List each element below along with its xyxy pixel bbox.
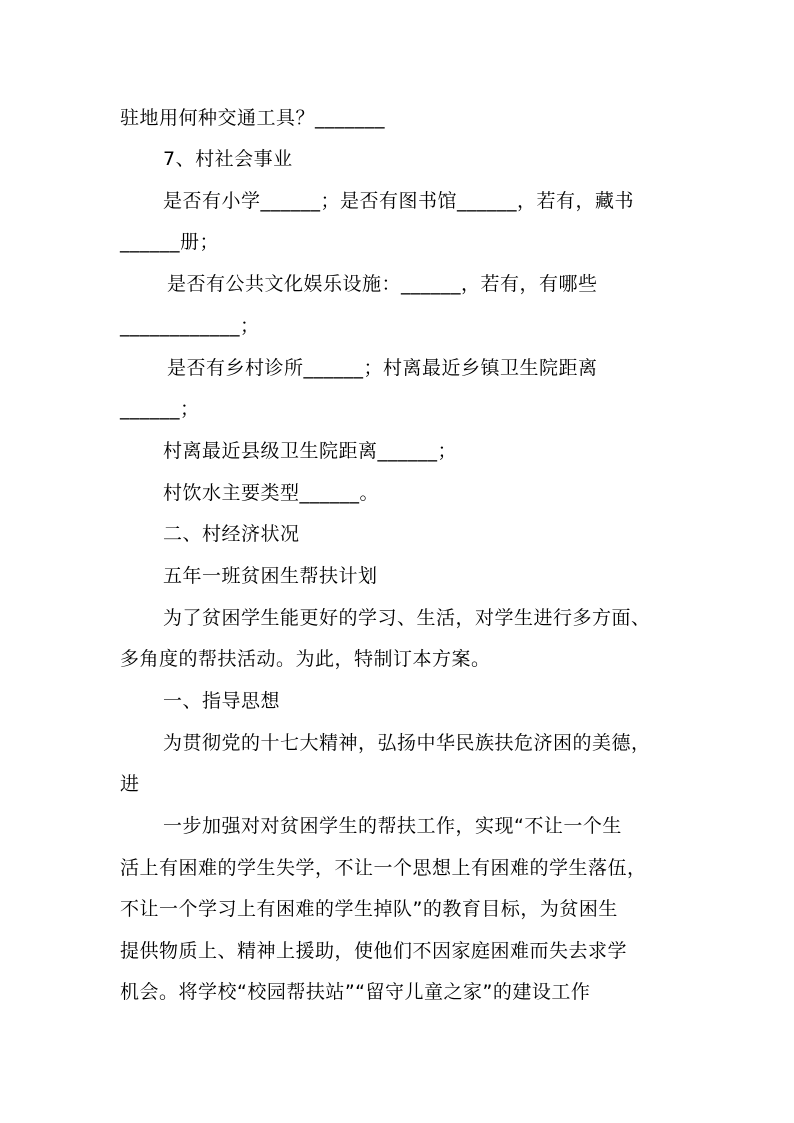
paragraph-line: 进 bbox=[120, 773, 140, 795]
text-line: 村离最近县级卫生院距离______； bbox=[163, 440, 458, 462]
text-line: ______； bbox=[120, 398, 200, 420]
text-line: 村饮水主要类型______。 bbox=[163, 482, 380, 504]
paragraph-line: 不让一个学习上有困难的学生掉队”的教育目标，为贫困生 bbox=[120, 898, 618, 920]
paragraph-line: 提供物质上、精神上援助，使他们不因家庭困难而失去求学 bbox=[120, 940, 628, 962]
text-line: 是否有公共文化娱乐设施：______，若有，有哪些 bbox=[167, 273, 598, 295]
paragraph-line: 为贯彻党的十七大精神，弘扬中华民族扶危济困的美德， bbox=[163, 732, 651, 754]
section-heading: 7、村社会事业 bbox=[163, 148, 293, 170]
paragraph-line: 一步加强对对贫困学生的帮扶工作，实现“不让一个生 bbox=[163, 815, 622, 837]
text-line: 驻地用何种交通工具？_______ bbox=[120, 107, 386, 129]
paragraph-line: 机会。将学校“校园帮扶站”“留守儿童之家”的建设工作 bbox=[120, 981, 591, 1003]
section-heading: 一、指导思想 bbox=[163, 690, 281, 712]
paragraph-line: 活上有困难的学生失学，不让一个思想上有困难的学生落伍， bbox=[120, 857, 647, 879]
section-heading: 二、村经济状况 bbox=[163, 523, 300, 545]
paragraph-line: 为了贫困学生能更好的学习、生活，对学生进行多方面、 bbox=[163, 607, 651, 629]
text-line: 是否有小学______；是否有图书馆______，若有，藏书 bbox=[163, 190, 635, 212]
text-line: 是否有乡村诊所______；村离最近乡镇卫生院距离 bbox=[167, 357, 598, 379]
document-title: 五年一班贫困生帮扶计划 bbox=[163, 565, 378, 587]
text-line: ______册； bbox=[120, 231, 220, 253]
paragraph-line: 多角度的帮扶活动。为此，特制订本方案。 bbox=[120, 648, 491, 670]
text-line: ____________； bbox=[120, 315, 260, 337]
